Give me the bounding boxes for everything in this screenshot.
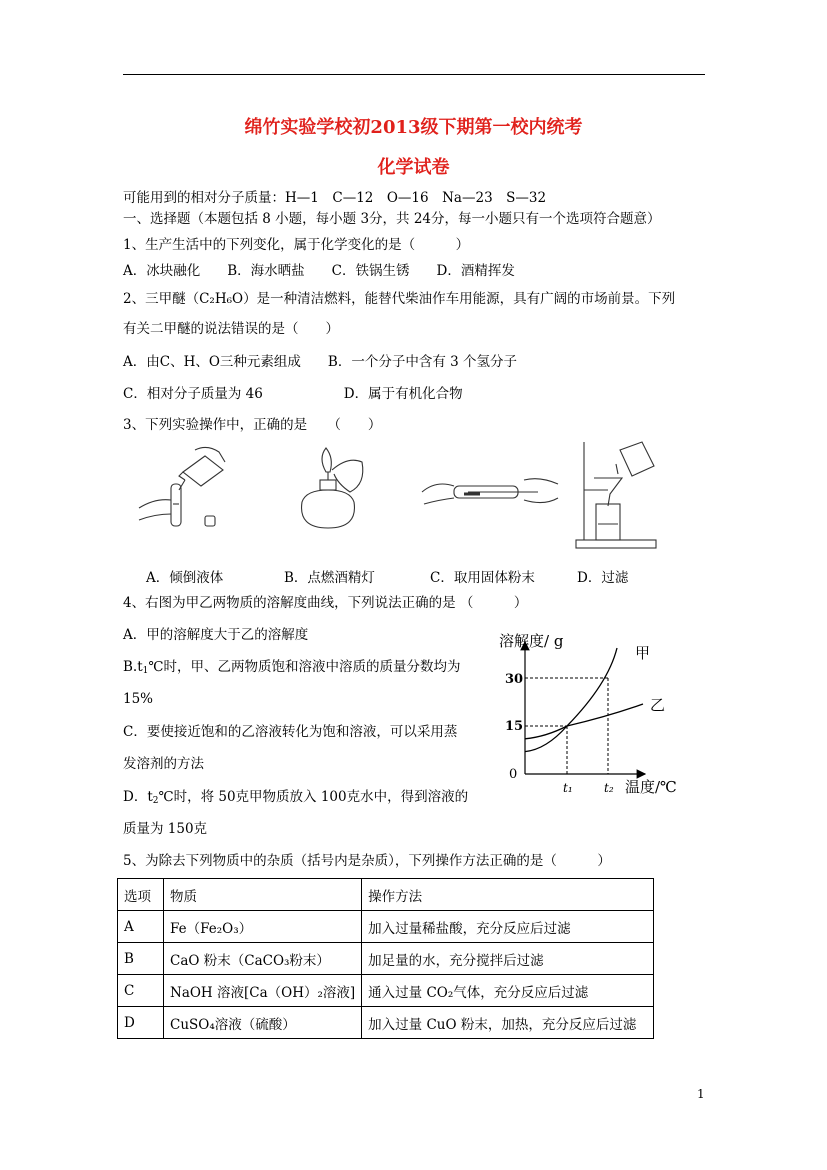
table-cell: 通入过量 CO₂气体，充分反应后过滤 <box>362 975 654 1007</box>
q2-stem-line1: 2、三甲醚（C₂H₆O）是一种清洁燃料，能替代柴油作车用能源，具有广阔的市场前景。下列 <box>123 291 676 307</box>
header-cell: 物质 <box>164 879 362 911</box>
exam-title: 绵竹实验学校初2013级下期第一校内统考 <box>244 117 583 138</box>
table-cell: NaOH 溶液[Ca（OH）₂溶液] <box>164 975 362 1007</box>
y-tick-30: 30 <box>505 672 524 687</box>
q4-stem: 4、右图为甲乙两物质的溶解度曲线，下列说法正确的是 （ ） <box>123 595 528 611</box>
table-cell: C <box>118 975 164 1007</box>
filtration-figure <box>568 440 668 550</box>
header-rule <box>123 74 705 75</box>
alcohol-lamp-figure <box>288 444 368 530</box>
solubility-chart <box>495 622 705 807</box>
q3-stem: 3、下列实验操作中，正确的是 （ ） <box>123 417 382 433</box>
table-row <box>118 1007 654 1039</box>
x-tick-t2: t₂ <box>604 781 614 795</box>
atomic-masses: 可能用到的相对分子质量：H—1 C—12 O—16 Na—23 S—32 <box>123 190 547 206</box>
q4-option-c-line1: C．要使接近饱和的乙溶液转化为饱和溶液，可以采用蒸 <box>123 724 458 740</box>
header-cell: 操作方法 <box>362 879 654 911</box>
q4-option-b-line2: 15% <box>123 691 154 707</box>
table-cell: CuSO₄溶液（硫酸） <box>164 1007 362 1039</box>
y-tick-15: 15 <box>505 719 524 734</box>
q1-stem: 1、生产生活中的下列变化，属于化学变化的是（ ） <box>123 237 470 253</box>
table-cell: 加足量的水，充分搅拌后过滤 <box>362 943 654 975</box>
page-number: 1 <box>697 1087 705 1101</box>
x-axis-label: 温度/℃ <box>625 778 677 796</box>
q3-option-a: A．倾倒液体 <box>146 570 224 586</box>
table-cell: 加入过量稀盐酸，充分反应后过滤 <box>362 911 654 943</box>
q3-option-b: B．点燃酒精灯 <box>284 570 375 586</box>
q4-option-a: A．甲的溶解度大于乙的溶解度 <box>123 627 309 643</box>
table-cell: D <box>118 1007 164 1039</box>
table-row <box>118 943 654 975</box>
section-heading: 一、选择题（本题包括 8 小题，每小题 3分，共 24分，每一小题只有一个选项符合题意） <box>123 211 661 227</box>
q4-option-b: $B.t_1℃$时，甲、乙两物质饱和溶液中溶质的质量分数均为 <box>123 659 461 676</box>
q1-options: A．冰块融化 B．海水晒盐 C．铁锅生锈 D．酒精挥发 <box>123 263 515 279</box>
pour-liquid-figure <box>135 442 235 532</box>
series-label: 甲 <box>635 644 651 662</box>
table-cell: B <box>118 943 164 975</box>
q3-option-d: D．过滤 <box>577 570 629 586</box>
q3-option-c: C．取用固体粉末 <box>430 570 535 586</box>
y-tick-0: 0 <box>509 767 518 782</box>
y-axis-label: 溶解度/ g <box>499 632 564 650</box>
q2-options-cd: C．相对分子质量为 46 D．属于有机化合物 <box>123 386 463 402</box>
table-cell: 加入过量 CuO 粉末，加热，充分反应后过滤 <box>362 1007 654 1039</box>
table-cell: Fe（Fe₂O₃） <box>164 911 362 943</box>
solid-powder-figure <box>420 470 560 520</box>
header-cell: 选项 <box>118 879 164 911</box>
exam-subtitle: 化学试卷 <box>377 157 450 178</box>
table-row <box>118 911 654 943</box>
series-label: 乙 <box>650 696 666 714</box>
q4-option-c-line2: 发溶剂的方法 <box>123 756 204 772</box>
table-header-row <box>118 879 654 911</box>
q2-stem-line2: 有关二甲醚的说法错误的是（ ） <box>123 321 339 337</box>
q5-table <box>117 878 654 1039</box>
table-row <box>118 975 654 1007</box>
table-cell: CaO 粉末（CaCO₃粉末） <box>164 943 362 975</box>
q2-options-ab: A．由C、H、O三种元素组成 B．一个分子中含有 3 个氢分子 <box>123 354 518 370</box>
series-line-乙 <box>525 704 643 739</box>
table-cell: A <box>118 911 164 943</box>
q5-stem: 5、为除去下列物质中的杂质（括号内是杂质），下列操作方法正确的是（ ） <box>123 853 611 869</box>
q4-option-d: D．$t_2℃$时，将 50克甲物质放入 100克水中，得到溶液的 <box>123 789 469 806</box>
q4-option-d-line2: 质量为 150克 <box>123 821 208 837</box>
x-tick-t1: t₁ <box>563 781 573 795</box>
